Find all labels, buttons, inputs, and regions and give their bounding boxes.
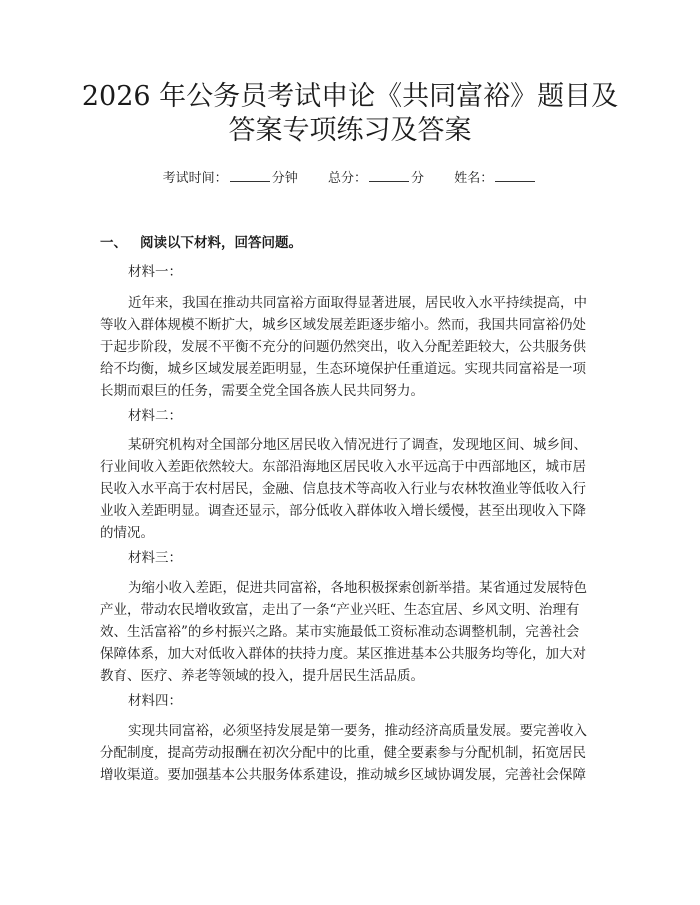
name-blank — [495, 168, 535, 182]
material-label: 材料三： — [128, 550, 182, 566]
paragraph-line: 的情况。 — [100, 525, 154, 541]
score-label: 总分： — [327, 171, 367, 186]
paragraph-line: 教育、医疗、养老等领域的投入，提升居民生活品质。 — [100, 668, 424, 684]
paragraph-line: 长期而艰巨的任务，需要全党全国各族人民共同努力。 — [100, 383, 424, 399]
paragraph-line: 业收入差距明显。调查还显示，部分低收入群体收入增长缓慢，甚至出现收入下降 — [100, 503, 586, 519]
section-heading-text: 阅读以下材料，回答问题。 — [140, 235, 302, 251]
time-unit: 分钟 — [271, 171, 298, 186]
paragraph-line: 行业间收入差距依然较大。东部沿海地区居民收入水平远高于中西部地区，城市居 — [100, 459, 586, 475]
score-blank — [369, 168, 409, 182]
material-paragraph — [100, 434, 600, 544]
name-label: 姓名： — [454, 171, 494, 186]
title-line-2: 答案专项练习及答案 — [228, 115, 472, 146]
paragraph-line: 效、生活富裕”的乡村振兴之路。某市实施最低工资标准动态调整机制，完善社会 — [100, 624, 580, 640]
paragraph-line: 给不均衡，城乡区域发展差距明显，生态环境保护任重道远。实现共同富裕是一项 — [100, 361, 586, 377]
paragraph-line: 民收入水平高于农村居民，金融、信息技术等高收入行业与农林牧渔业等低收入行 — [100, 481, 586, 497]
material-paragraph — [100, 720, 600, 786]
material-paragraph — [100, 292, 600, 402]
paragraph-line: 实现共同富裕，必须坚持发展是第一要务，推动经济高质量发展。要完善收入 — [128, 723, 587, 739]
paragraph-line: 为缩小收入差距，促进共同富裕，各地积极探索创新举措。某省通过发展特色 — [128, 580, 587, 596]
paragraph-line: 保障体系，加大对低收入群体的扶持力度。某区推进基本公共服务均等化，加大对 — [100, 646, 586, 662]
time-label: 考试时间： — [162, 171, 228, 186]
paragraph-line: 近年来，我国在推动共同富裕方面取得显著进展，居民收入水平持续提高，中 — [128, 295, 587, 311]
material-paragraph — [100, 577, 600, 687]
exam-meta-line — [0, 168, 700, 188]
score-unit: 分 — [411, 171, 425, 186]
paragraph-line: 分配制度，提高劳动报酬在初次分配中的比重，健全要素参与分配机制，拓宽居民 — [100, 745, 586, 761]
material-label: 材料一： — [128, 264, 182, 280]
title-line-1: 2026 年公务员考试申论《共同富裕》题目及 — [81, 81, 619, 112]
time-blank — [230, 168, 270, 182]
paragraph-line: 于起步阶段，发展不平衡不充分的问题仍然突出，收入分配差距较大，公共服务供 — [100, 339, 586, 355]
section-heading — [100, 234, 302, 252]
document-title — [60, 80, 640, 148]
section-number: 一、 — [100, 235, 127, 251]
paragraph-line: 产业，带动农民增收致富，走出了一条“产业兴旺、生态宜居、乡风文明、治理有 — [100, 602, 580, 618]
material-label: 材料四： — [128, 693, 182, 709]
paragraph-line: 增收渠道。要加强基本公共服务体系建设，推动城乡区域协调发展，完善社会保障 — [100, 767, 586, 783]
paragraph-line: 等收入群体规模不断扩大，城乡区域发展差距逐步缩小。然而，我国共同富裕仍处 — [100, 317, 586, 333]
paragraph-line: 某研究机构对全国部分地区居民收入情况进行了调查，发现地区间、城乡间、 — [128, 437, 587, 453]
material-label: 材料二： — [128, 408, 182, 424]
